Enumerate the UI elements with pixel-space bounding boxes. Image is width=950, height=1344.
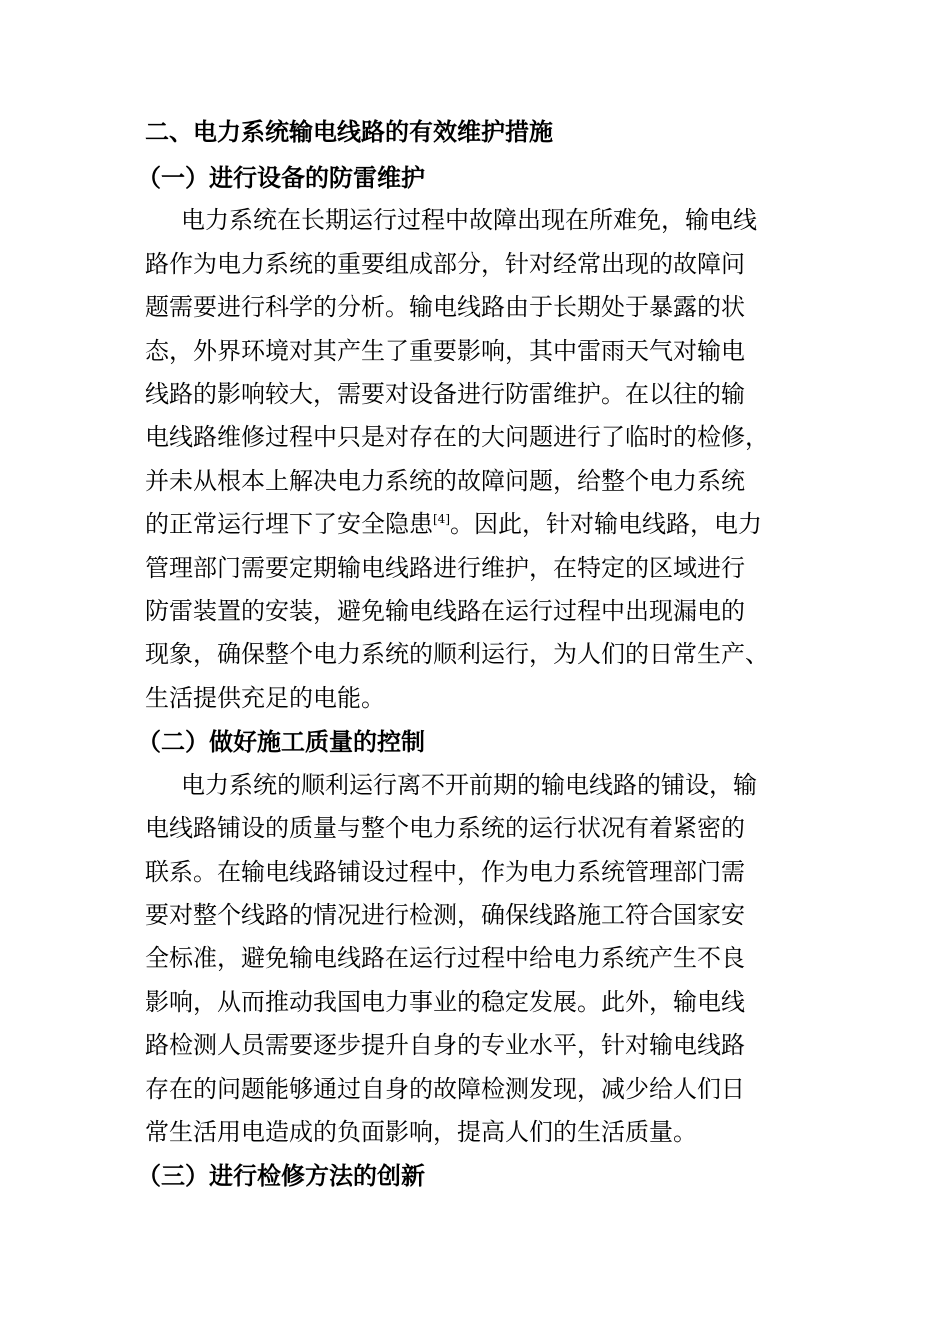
- paragraph-line: 常生活用电造成的负面影响，提高人们的生活质量。: [145, 1117, 697, 1146]
- paragraph-line: 电线路维修过程中只是对存在的大问题进行了临时的检修，: [145, 423, 769, 452]
- paragraph-line: 电力系统在长期运行过程中故障出现在所难免，输电线: [181, 206, 757, 235]
- paragraph-line: 电力系统的顺利运行离不开前期的输电线路的铺设，输: [181, 770, 757, 799]
- line-text: 的正常运行埋下了安全隐患: [145, 510, 433, 539]
- subsection-title-1: （一）进行设备的防雷维护: [137, 163, 425, 192]
- paragraph-line: 态，外界环境对其产生了重要影响，其中雷雨天气对输电: [145, 336, 745, 365]
- paragraph-lightning-protection: [145, 199, 805, 720]
- paragraph-line: 并未从根本上解决电力系统的故障问题，给整个电力系统: [145, 466, 745, 495]
- paragraph-line: 影响，从而推动我国电力事业的稳定发展。此外，输电线: [145, 987, 745, 1016]
- document-page: [137, 108, 805, 1198]
- subsection-title-2: （二）做好施工质量的控制: [137, 727, 425, 757]
- paragraph-line: 全标准，避免输电线路在运行过程中给电力系统产生不良: [145, 944, 745, 973]
- paragraph-line-with-citation: [145, 503, 805, 546]
- line-text: 。因此，针对输电线路，电力: [450, 510, 762, 539]
- paragraph-line: 防雷装置的安装，避免输电线路在运行过程中出现漏电的: [145, 597, 745, 626]
- paragraph-line: 路检测人员需要逐步提升自身的专业水平，针对输电线路: [145, 1031, 745, 1060]
- paragraph-line: 现象，确保整个电力系统的顺利运行，为人们的日常生产、: [145, 640, 769, 669]
- paragraph-line: 管理部门需要定期输电线路进行维护，在特定的区域进行: [145, 553, 745, 582]
- subsection-title-3: （三）进行检修方法的创新: [137, 1161, 425, 1191]
- paragraph-line: 线路的影响较大，需要对设备进行防雷维护。在以往的输: [145, 380, 745, 409]
- paragraph-line: 存在的问题能够通过自身的故障检测发现，减少给人们日: [145, 1074, 745, 1103]
- citation-reference: [4]: [433, 512, 450, 527]
- section-heading: 二、电力系统输电线路的有效维护措施: [145, 118, 553, 146]
- paragraph-line: 电线路铺设的质量与整个电力系统的运行状况有着紧密的: [145, 814, 745, 843]
- paragraph-construction-quality: [145, 764, 805, 1155]
- paragraph-line: 题需要进行科学的分析。输电线路由于长期处于暴露的状: [145, 293, 745, 322]
- paragraph-line: 要对整个线路的情况进行检测，确保线路施工符合国家安: [145, 900, 745, 929]
- paragraph-line: 路作为电力系统的重要组成部分，针对经常出现的故障问: [145, 249, 745, 278]
- paragraph-line: 生活提供充足的电能。: [145, 683, 385, 712]
- paragraph-line: 联系。在输电线路铺设过程中，作为电力系统管理部门需: [145, 857, 745, 886]
